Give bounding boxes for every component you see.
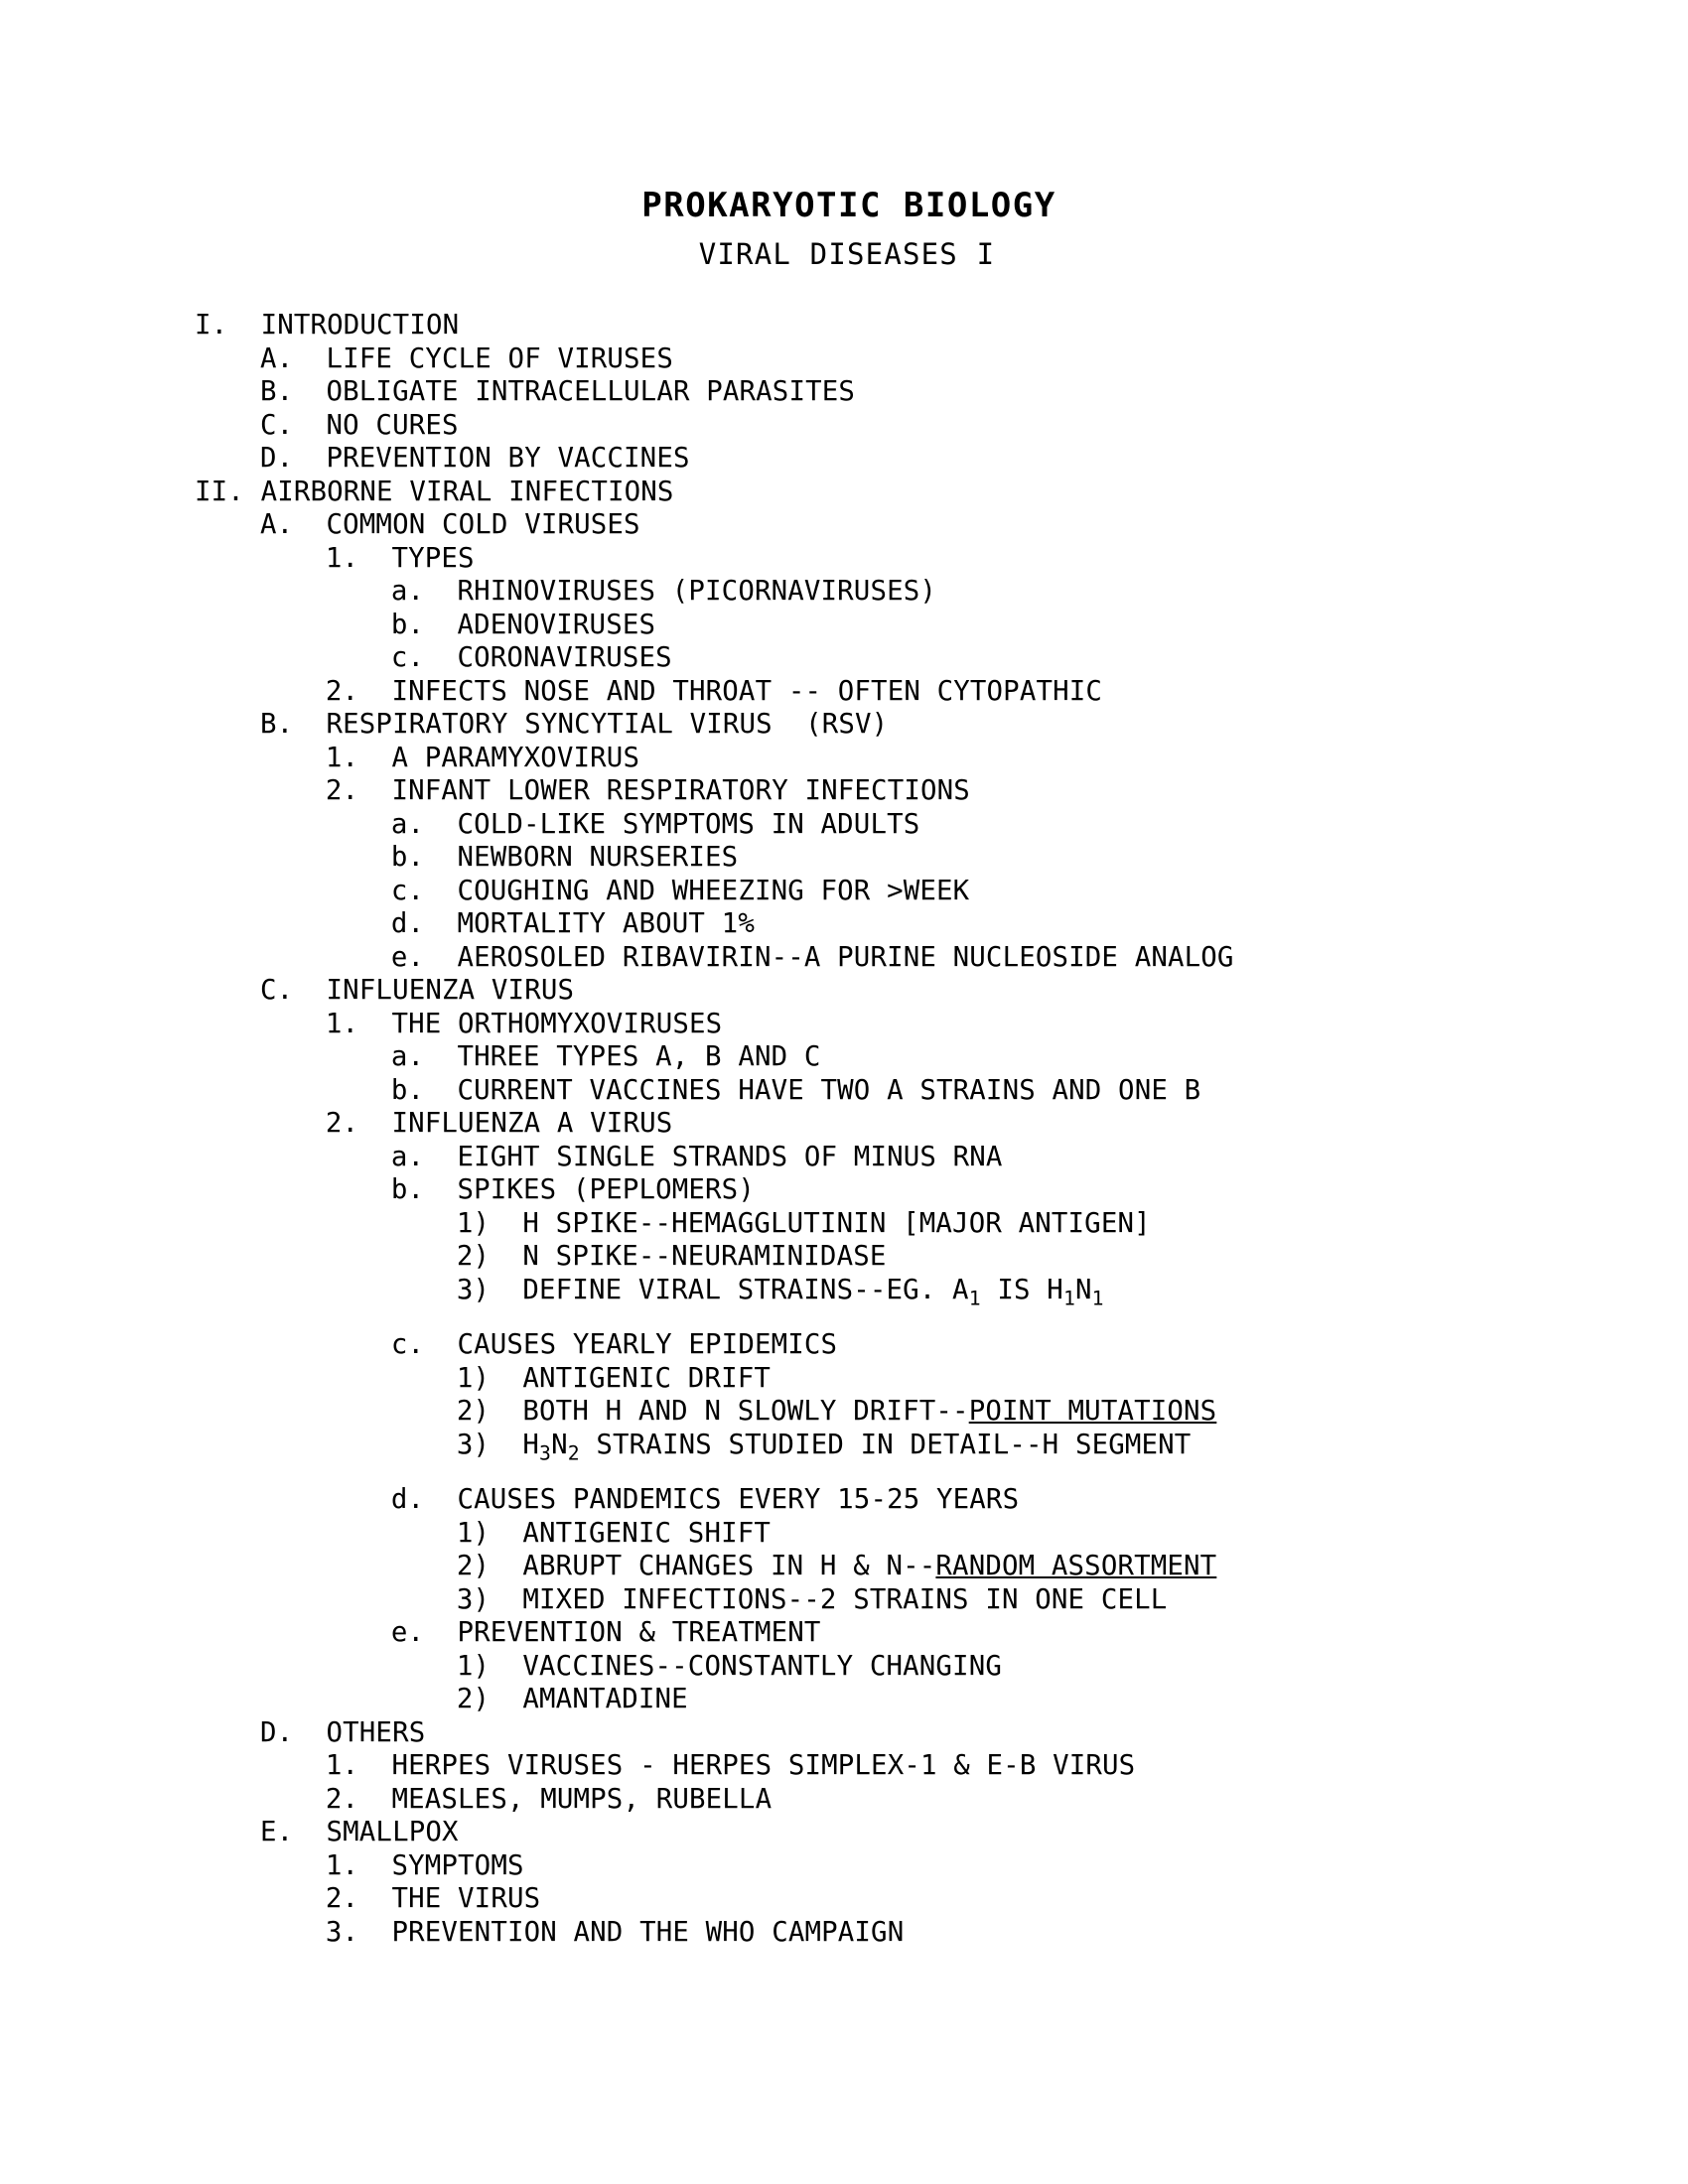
outline-item [195, 1362, 1688, 1396]
outline-item [195, 641, 1688, 675]
outline-item [195, 1683, 1688, 1716]
outline-text: THE VIRUS [391, 1883, 541, 1914]
outline-item [195, 1141, 1688, 1174]
outline-text: PREVENTION AND THE WHO CAMPAIGN [391, 1916, 905, 1948]
outline-text: H SPIKE--HEMAGGLUTININ [MAJOR ANTIGEN] [522, 1207, 1151, 1239]
outline-marker: 2. [325, 1108, 392, 1139]
outline-item [195, 1783, 1688, 1817]
outline-text: COUGHING AND WHEEZING FOR >WEEK [457, 875, 970, 906]
outline-marker: 1) [456, 1362, 523, 1394]
outline-marker: II. [195, 476, 261, 507]
outline-marker: c. [390, 875, 458, 906]
outline-marker: 1) [456, 1650, 523, 1682]
outline-item [195, 342, 1688, 376]
outline-text: NO CURES [326, 409, 459, 441]
outline-item [195, 1716, 1688, 1750]
outline-marker: 1. [325, 742, 392, 773]
outline-marker: E. [259, 1817, 327, 1847]
outline-item [195, 742, 1688, 775]
outline-marker: A. [259, 509, 327, 540]
outline-text: AIRBORNE VIRAL INFECTIONS [260, 476, 674, 507]
outline-marker: 2) [456, 1241, 523, 1272]
outline-text: NEWBORN NURSERIES [457, 842, 739, 873]
outline-text: N SPIKE--NEURAMINIDASE [522, 1241, 887, 1272]
outline-marker: D. [259, 1716, 327, 1748]
outline-marker: C. [259, 975, 327, 1006]
outline-marker: 1. [325, 1008, 392, 1039]
outline-item [195, 1749, 1688, 1783]
outline-text: CORONAVIRUSES [457, 642, 672, 673]
outline-text: CAUSES YEARLY EPIDEMICS [457, 1329, 838, 1360]
outline-text: INFLUENZA VIRUS [326, 975, 575, 1006]
outline-item [195, 1483, 1688, 1517]
outline-item [195, 675, 1688, 709]
outline-text: AEROSOLED RIBAVIRIN--A PURINE NUCLEOSIDE ANALOG [457, 941, 1234, 973]
outline-marker: d. [390, 1484, 458, 1515]
outline-marker: 2) [456, 1684, 523, 1714]
outline-item [195, 708, 1688, 742]
outline-item [195, 1107, 1688, 1141]
outline-marker: B. [259, 376, 327, 407]
outline-marker: 1. [325, 1849, 392, 1881]
outline-marker: 2. [325, 1783, 392, 1815]
outline-marker: a. [390, 808, 458, 840]
outline-text: LIFE CYCLE OF VIRUSES [326, 342, 673, 374]
outline-item [195, 808, 1688, 842]
outline-text: SYMPTOMS [391, 1849, 524, 1881]
outline-item [195, 609, 1688, 642]
outline-text: ANTIGENIC DRIFT [522, 1362, 772, 1394]
outline-text: SPIKES (PEPLOMERS) [457, 1174, 755, 1205]
outline-item [195, 1173, 1688, 1207]
outline-marker: I. [195, 310, 261, 341]
outline-item [195, 508, 1688, 542]
outline-marker: 3. [325, 1916, 392, 1948]
outline-item [195, 1583, 1688, 1617]
outline-text: DEFINE VIRAL STRAINS--EG. $A_1$ IS $H_1N_1$ [522, 1274, 1104, 1309]
outline-marker: b. [390, 842, 458, 873]
page-subtitle: VIRAL DISEASES I [698, 237, 996, 271]
outline-item [195, 1517, 1688, 1551]
outline-item [195, 974, 1688, 1008]
outline-marker: D. [259, 443, 327, 474]
outline-marker: 2. [325, 775, 392, 806]
outline-text: RESPIRATORY SYNCYTIAL VIRUS (RSV) [326, 709, 889, 740]
outline-item [195, 1395, 1688, 1429]
outline-text: HERPES VIRUSES - HERPES SIMPLEX-1 & E-B VIRUS [391, 1750, 1136, 1781]
outline-marker: e. [390, 941, 458, 973]
outline-marker: C. [259, 409, 327, 441]
outline-text: OBLIGATE INTRACELLULAR PARASITES [326, 376, 856, 407]
page-title: PROKARYOTIC BIOLOGY [641, 186, 1056, 225]
outline-text: $H_3N_2$ STRAINS STUDIED IN DETAIL--H SEGMENT [522, 1429, 1192, 1464]
outline-item [195, 1816, 1688, 1849]
outline-item [195, 1916, 1688, 1950]
outline-item [195, 1849, 1688, 1883]
outline-text: EIGHT SINGLE STRANDS OF MINUS RNA [457, 1141, 1003, 1172]
outline-marker: 1. [325, 1750, 392, 1781]
outline-list [0, 309, 1688, 1949]
outline-text: ANTIGENIC SHIFT [522, 1517, 772, 1549]
outline-text: A PARAMYXOVIRUS [391, 742, 640, 773]
outline-item [195, 1008, 1688, 1041]
outline-text: ADENOVIRUSES [457, 609, 656, 640]
outline-marker: c. [390, 1329, 458, 1360]
outline-text: COLD-LIKE SYMPTOMS IN ADULTS [457, 808, 920, 840]
outline-item [195, 1274, 1688, 1307]
outline-marker: 1) [456, 1207, 523, 1239]
outline-marker: c. [390, 642, 458, 673]
outline-text: VACCINES--CONSTANTLY CHANGING [522, 1650, 1002, 1682]
outline-item [195, 575, 1688, 609]
outline-marker: a. [390, 576, 458, 607]
outline-marker: 2) [456, 1396, 523, 1427]
outline-item [195, 1074, 1688, 1108]
outline-text: ABRUPT CHANGES IN H & N--RANDOM ASSORTMENT [522, 1551, 1217, 1581]
outline-text: RHINOVIRUSES (PICORNAVIRUSES) [457, 576, 937, 607]
outline-item [195, 1882, 1688, 1916]
outline-marker: a. [390, 1141, 458, 1172]
outline-item [195, 1040, 1688, 1074]
outline-marker: 3) [456, 1274, 523, 1305]
outline-item [195, 542, 1688, 576]
outline-item [195, 875, 1688, 908]
outline-item [195, 1650, 1688, 1684]
outline-item [195, 941, 1688, 975]
outline-item [195, 1328, 1688, 1362]
outline-item [195, 1550, 1688, 1583]
outline-text: BOTH H AND N SLOWLY DRIFT--POINT MUTATIONS [522, 1396, 1217, 1427]
outline-marker: 1) [456, 1517, 523, 1549]
outline-text: INTRODUCTION [260, 310, 460, 341]
outline-item [195, 1616, 1688, 1650]
outline-text: COMMON COLD VIRUSES [326, 509, 640, 540]
outline-text: MIXED INFECTIONS--2 STRAINS IN ONE CELL [522, 1583, 1168, 1615]
outline-marker: 1. [325, 542, 392, 574]
outline-text: INFECTS NOSE AND THROAT -- OFTEN CYTOPATHIC [391, 675, 1103, 707]
outline-marker: d. [390, 908, 458, 939]
outline-text: CAUSES PANDEMICS EVERY 15-25 YEARS [457, 1484, 1020, 1515]
outline-text: AMANTADINE [522, 1684, 688, 1714]
outline-item [195, 1240, 1688, 1274]
outline-text: PREVENTION & TREATMENT [457, 1617, 821, 1648]
outline-item [195, 309, 1688, 342]
outline-text: CURRENT VACCINES HAVE TWO A STRAINS AND ONE B [457, 1074, 1201, 1106]
outline-text: MEASLES, MUMPS, RUBELLA [391, 1783, 773, 1815]
outline-item [195, 375, 1688, 409]
outline-marker: e. [390, 1617, 458, 1648]
outline-text: TYPES [391, 542, 475, 574]
outline-item [195, 841, 1688, 875]
outline-marker: 3) [456, 1583, 523, 1615]
outline-item [195, 774, 1688, 808]
outline-text: OTHERS [326, 1716, 426, 1748]
outline-text: INFANT LOWER RESPIRATORY INFECTIONS [391, 775, 970, 806]
outline-text: THREE TYPES A, B AND C [457, 1041, 821, 1072]
outline-text: INFLUENZA A VIRUS [391, 1108, 673, 1139]
outline-marker: 2. [325, 675, 392, 707]
outline-text: PREVENTION BY VACCINES [326, 443, 690, 474]
outline-marker: B. [259, 709, 327, 740]
outline-text: SMALLPOX [326, 1817, 459, 1847]
outline-marker: A. [259, 342, 327, 374]
outline-marker: b. [390, 1174, 458, 1205]
outline-item [195, 1207, 1688, 1241]
outline-item [195, 442, 1688, 476]
outline-item [195, 476, 1688, 509]
outline-marker: b. [390, 609, 458, 640]
outline-item [195, 409, 1688, 443]
outline-marker: 2. [325, 1883, 392, 1914]
outline-item [195, 907, 1688, 941]
outline-marker: a. [390, 1041, 458, 1072]
outline-marker: b. [390, 1074, 458, 1106]
title-block [0, 0, 1688, 269]
outline-marker: 2) [456, 1551, 523, 1581]
outline-text: THE ORTHOMYXOVIRUSES [391, 1008, 723, 1039]
outline-marker: 3) [456, 1429, 523, 1460]
outline-text: MORTALITY ABOUT 1% [457, 908, 755, 939]
outline-item [195, 1429, 1688, 1462]
